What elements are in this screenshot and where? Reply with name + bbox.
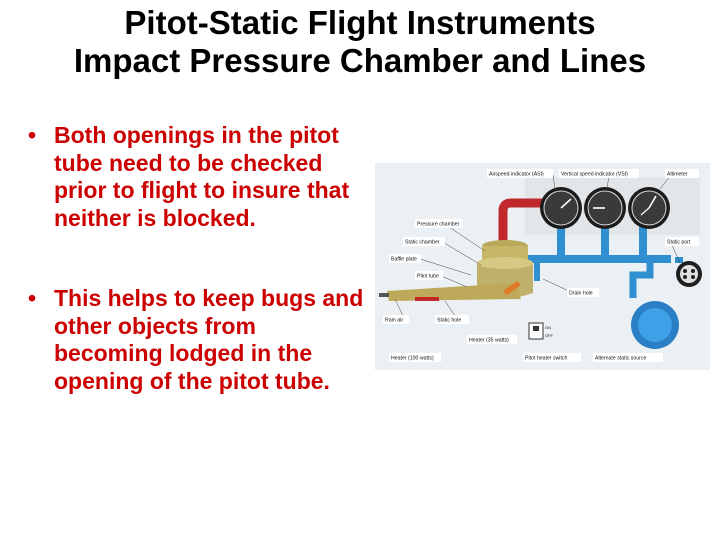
label-drain-hole: Drain hole <box>569 290 593 297</box>
label-pitot-tube: Pitot tube <box>417 273 439 280</box>
slide-title-line-2: Impact Pressure Chamber and Lines <box>73 42 647 79</box>
label-pitot-heater-switch: Pitot heater switch <box>525 355 568 362</box>
label-heater-35: Heater (35 watts) <box>469 337 509 344</box>
label-airspeed-indicator: Airspeed indicator (ASI) <box>489 171 544 178</box>
alternate-static-source <box>631 301 679 349</box>
slide-title-line-1: Pitot-Static Flight Instruments <box>124 4 596 41</box>
slide-title <box>0 4 720 80</box>
bullet-text-2: This helps to keep bugs and other objects from becoming lodged in the opening of the pitot tube. <box>54 285 364 394</box>
bullet-item-2 <box>26 285 366 395</box>
label-static-chamber: Static chamber <box>405 239 440 246</box>
label-static-port: Static port <box>667 239 691 246</box>
label-ram-air: Ram air <box>385 317 404 324</box>
bullet-item-1 <box>26 122 366 232</box>
label-alternate-static-source: Alternate static source <box>595 355 647 362</box>
vertical-speed-indicator <box>584 187 626 229</box>
label-altimeter: Altimeter <box>667 171 688 178</box>
altimeter <box>628 187 670 229</box>
airspeed-indicator <box>540 187 582 229</box>
label-static-hole: Static hole <box>437 317 462 324</box>
bullet-marker: • <box>28 285 37 311</box>
label-switch-on: ON <box>545 325 551 330</box>
label-heater-100: Heater (100 watts) <box>391 355 434 362</box>
pitot-heater-switch <box>529 323 543 339</box>
label-pressure-chamber: Pressure chamber <box>417 221 460 228</box>
bullet-text-1: Both openings in the pitot tube need to be checked prior to flight to insure that neither is blocked. <box>54 122 350 231</box>
label-baffle-plate: Baffle plate <box>391 256 417 263</box>
label-vertical-speed-indicator: Vertical speed indicator (VSI) <box>561 171 628 178</box>
bullet-marker: • <box>28 122 37 148</box>
pitot-static-diagram <box>375 163 710 370</box>
pitot-static-diagram-svg <box>375 163 710 370</box>
label-switch-off: OFF <box>545 333 553 338</box>
bullet-list <box>26 122 366 395</box>
